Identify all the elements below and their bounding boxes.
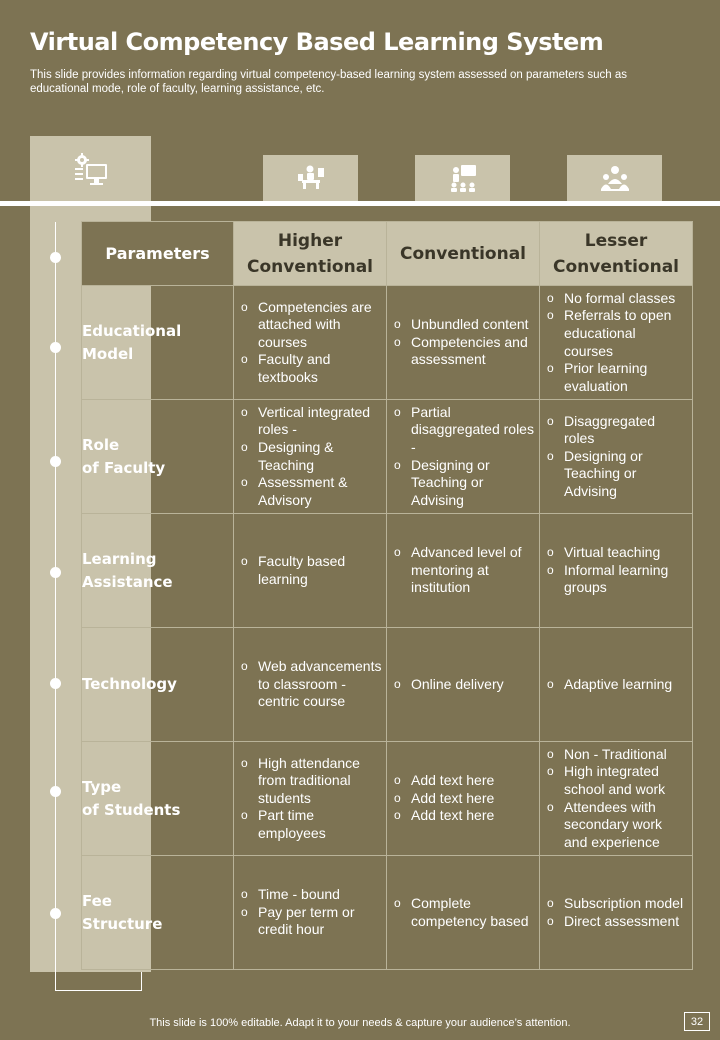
bullet-item: o Prior learning evaluation: [564, 360, 688, 395]
bullet-list: [234, 755, 386, 843]
bullet-item: o Pay per term or credit hour: [258, 904, 382, 939]
comparison-table: [81, 221, 693, 970]
bullet-item: o Faculty and textbooks: [258, 351, 382, 386]
bullet-list: [540, 746, 692, 852]
classroom-teacher-icon: [296, 164, 326, 192]
header-conventional: Conventional: [387, 222, 540, 286]
table-cell: [387, 628, 540, 742]
table-row: [82, 286, 693, 400]
bullet-list: [540, 544, 692, 597]
bullet-list: [234, 404, 386, 510]
bullet-item: o Adaptive learning: [564, 676, 688, 694]
bullet-item: o Complete competency based: [411, 895, 535, 930]
table-cell: [540, 400, 693, 514]
bullet-list: [387, 676, 539, 694]
bullet-item: o Designing & Teaching: [258, 439, 382, 474]
column-icon-box-lesser-conventional: [567, 155, 662, 201]
table-header-row: [82, 222, 693, 286]
main-icon-box: [30, 136, 151, 206]
footer-note: This slide is 100% editable. Adapt it to your needs & capture your audience’s attention.: [149, 1017, 571, 1029]
bullet-item: o Web advancements to classroom -centric course: [258, 658, 382, 711]
table-cell: [387, 514, 540, 628]
bullet-item: o Advanced level of mentoring at institution: [411, 544, 535, 597]
bullet-list: [234, 299, 386, 387]
bullet-item: o Designing or Teaching or Advising: [411, 457, 535, 510]
column-icon-box-higher-conventional: [263, 155, 358, 201]
bullet-list: [387, 895, 539, 930]
table-cell: [234, 856, 387, 970]
bullet-list: [234, 658, 386, 711]
header-parameters: Parameters: [82, 222, 234, 286]
table-cell: [540, 628, 693, 742]
page-title: Virtual Competency Based Learning System: [30, 28, 604, 56]
table-row: [82, 742, 693, 856]
bullet-list: [540, 895, 692, 930]
bullet-list: [387, 316, 539, 369]
bullet-item: o Vertical integrated roles -: [258, 404, 382, 439]
group-icon: [600, 164, 630, 192]
bullet-item: o Partial disaggregated roles -: [411, 404, 535, 457]
bullet-list: [387, 544, 539, 597]
page-subtitle: This slide provides information regarding virtual competency-based learning system assessed on parameters such as educational mode, role of faculty, learning assistance, etc.: [30, 69, 628, 95]
header-higher-conventional: Higher Conventional: [234, 222, 387, 286]
table-cell: [540, 286, 693, 400]
bullet-item: o High attendance from traditional students: [258, 755, 382, 808]
bullet-item: o Faculty based learning: [258, 553, 382, 588]
timeline-hook-horizontal: [55, 990, 141, 991]
table-cell: [540, 742, 693, 856]
row-label: Type of Students: [82, 742, 234, 856]
table-cell: [234, 514, 387, 628]
table-row: [82, 400, 693, 514]
bullet-list: [540, 290, 692, 396]
table-cell: [234, 400, 387, 514]
bullet-item: o Time - bound: [258, 886, 382, 904]
bullet-item: o Disaggregated roles: [564, 413, 688, 448]
bullet-item: o Informal learning groups: [564, 562, 688, 597]
bullet-item: o Attendees with secondary work and experience: [564, 799, 688, 852]
table-cell: [234, 742, 387, 856]
header-divider-line: [0, 201, 720, 206]
bullet-item: o Add text here: [411, 807, 535, 825]
bullet-item: o Competencies and assessment: [411, 334, 535, 369]
table-row: [82, 514, 693, 628]
row-label: Fee Structure: [82, 856, 234, 970]
bullet-list: [540, 676, 692, 694]
table-cell: [234, 628, 387, 742]
bullet-item: o Subscription model: [564, 895, 688, 913]
bullet-item: o Unbundled content: [411, 316, 535, 334]
column-icon-box-conventional: [415, 155, 510, 201]
table-row: [82, 856, 693, 970]
bullet-list: [387, 772, 539, 825]
header-lesser-conventional: Lesser Conventional: [540, 222, 693, 286]
timeline-dot: [50, 456, 61, 467]
timeline-dot: [50, 342, 61, 353]
row-label: Role of Faculty: [82, 400, 234, 514]
bullet-item: o Referrals to open educational courses: [564, 307, 688, 360]
bullet-item: o Competencies are attached with courses: [258, 299, 382, 352]
bullet-item: o Add text here: [411, 772, 535, 790]
bullet-item: o Assessment & Advisory: [258, 474, 382, 509]
bullet-list: [387, 404, 539, 510]
bullet-item: o Non - Traditional: [564, 746, 688, 764]
bullet-item: o Add text here: [411, 790, 535, 808]
table-cell: [387, 856, 540, 970]
bullet-list: [234, 553, 386, 588]
page-number: 32: [684, 1012, 710, 1031]
row-label: Technology: [82, 628, 234, 742]
bullet-item: o Part time employees: [258, 807, 382, 842]
presentation-icon: [448, 164, 478, 192]
timeline-dot: [50, 567, 61, 578]
table-cell: [387, 286, 540, 400]
row-label: Educational Model: [82, 286, 234, 400]
bullet-item: o High integrated school and work: [564, 763, 688, 798]
timeline-hook-vertical: [141, 972, 142, 991]
timeline-dot: [50, 908, 61, 919]
table-cell: [387, 400, 540, 514]
bullet-item: o Virtual teaching: [564, 544, 688, 562]
timeline-dot: [50, 252, 61, 263]
bullet-item: o Online delivery: [411, 676, 535, 694]
bullet-list: [234, 886, 386, 939]
table-cell: [540, 514, 693, 628]
timeline-line: [55, 222, 56, 990]
table-cell: [540, 856, 693, 970]
bullet-item: o Designing or Teaching or Advising: [564, 448, 688, 501]
table-cell: [234, 286, 387, 400]
row-label: Learning Assistance: [82, 514, 234, 628]
timeline-dot: [50, 786, 61, 797]
bullet-item: o No formal classes: [564, 290, 688, 308]
timeline-dot: [50, 678, 61, 689]
monitor-gear-icon: [72, 152, 110, 190]
bullet-list: [540, 413, 692, 501]
table-row: [82, 628, 693, 742]
table-cell: [387, 742, 540, 856]
bullet-item: o Direct assessment: [564, 913, 688, 931]
